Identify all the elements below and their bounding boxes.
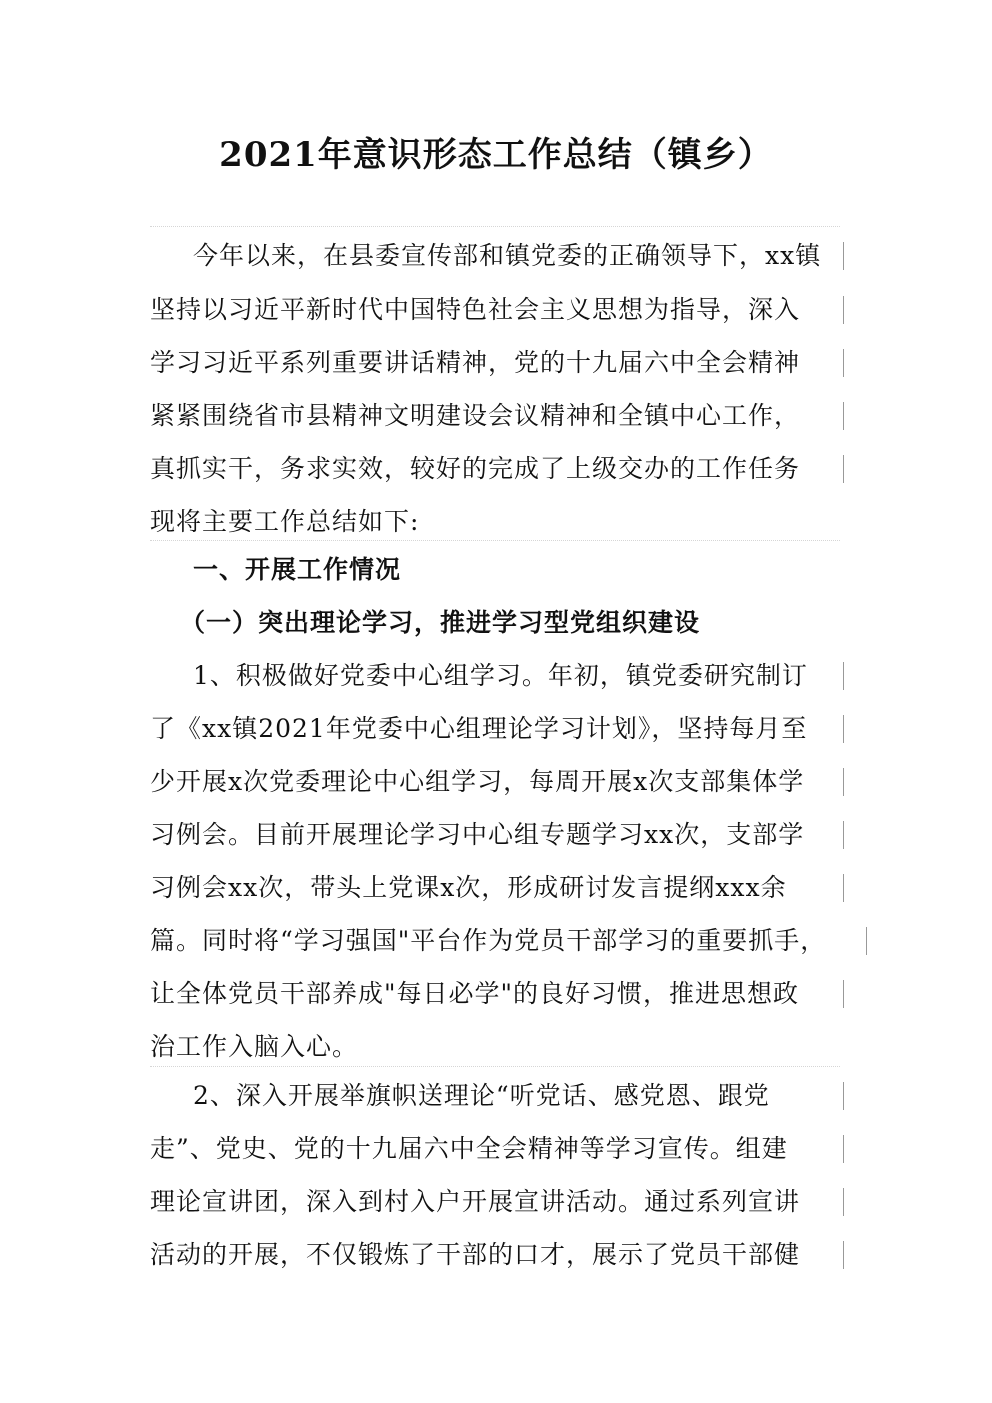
item-1-line: 篇。同时将“学习强国"平台作为党员干部学习的重要抓手， bbox=[150, 926, 827, 955]
dotted-rule bbox=[150, 226, 840, 227]
line-end-mark bbox=[843, 402, 844, 430]
section-heading: 一、开展工作情况 bbox=[193, 555, 402, 584]
line-end-mark bbox=[843, 980, 844, 1008]
line-end-mark bbox=[866, 927, 867, 955]
line-end-mark bbox=[843, 1082, 844, 1110]
item-2-line: 2、深入开展举旗帜送理论“听党话、感党恩、跟党 bbox=[193, 1081, 770, 1110]
item-2-line: 理论宣讲团，深入到村入户开展宣讲活动。通过系列宣讲 bbox=[150, 1187, 801, 1216]
line-end-mark bbox=[843, 296, 844, 324]
document-title: 2021年意识形态工作总结（镇乡） bbox=[219, 135, 773, 175]
intro-line: 真抓实干，务求实效，较好的完成了上级交办的工作任务 bbox=[150, 454, 801, 483]
line-end-mark bbox=[843, 1188, 844, 1216]
item-1-line: 1、积极做好党委中心组学习。年初，镇党委研究制订 bbox=[193, 661, 808, 690]
subsection-heading: （一）突出理论学习，推进学习型党组织建设 bbox=[180, 608, 701, 637]
line-end-mark bbox=[843, 768, 844, 796]
item-2-line: 走”、党史、党的十九届六中全会精神等学习宣传。组建 bbox=[150, 1134, 788, 1163]
line-end-mark bbox=[843, 349, 844, 377]
item-2-line: 活动的开展，不仅锻炼了干部的口才，展示了党员干部健 bbox=[150, 1240, 801, 1269]
item-1-line: 少开展x次党委理论中心组学习，每周开展x次支部集体学 bbox=[150, 767, 805, 796]
line-end-mark bbox=[843, 662, 844, 690]
intro-line: 坚持以习近平新时代中国特色社会主义思想为指导，深入 bbox=[150, 295, 801, 324]
item-1-line: 习例会。目前开展理论学习中心组专题学习xx次，支部学 bbox=[150, 820, 805, 849]
dotted-rule bbox=[150, 540, 840, 541]
line-end-mark bbox=[843, 1241, 844, 1269]
item-1-line: 习例会xx次，带头上党课x次，形成研讨发言提纲xxx余 bbox=[150, 873, 787, 902]
intro-line: 现将主要工作总结如下: bbox=[150, 507, 420, 536]
line-end-mark bbox=[843, 242, 844, 270]
line-end-mark bbox=[843, 715, 844, 743]
intro-line: 学习习近平系列重要讲话精神，党的十九届六中全会精神 bbox=[150, 348, 801, 377]
line-end-mark bbox=[843, 1135, 844, 1163]
item-1-line: 了《xx镇2021年党委中心组理论学习计划》，坚持每月至 bbox=[150, 714, 808, 743]
item-1-line: 治工作入脑入心。 bbox=[150, 1032, 359, 1061]
intro-line: 今年以来，在县委宣传部和镇党委的正确领导下，xx镇 bbox=[193, 241, 822, 270]
line-end-mark bbox=[843, 874, 844, 902]
item-1-line: 让全体党员干部养成"每日必学"的良好习惯，推进思想政 bbox=[150, 979, 800, 1008]
dotted-rule bbox=[150, 1066, 840, 1067]
line-end-mark bbox=[843, 821, 844, 849]
intro-line: 紧紧围绕省市县精神文明建设会议精神和全镇中心工作， bbox=[150, 401, 801, 430]
line-end-mark bbox=[843, 455, 844, 483]
